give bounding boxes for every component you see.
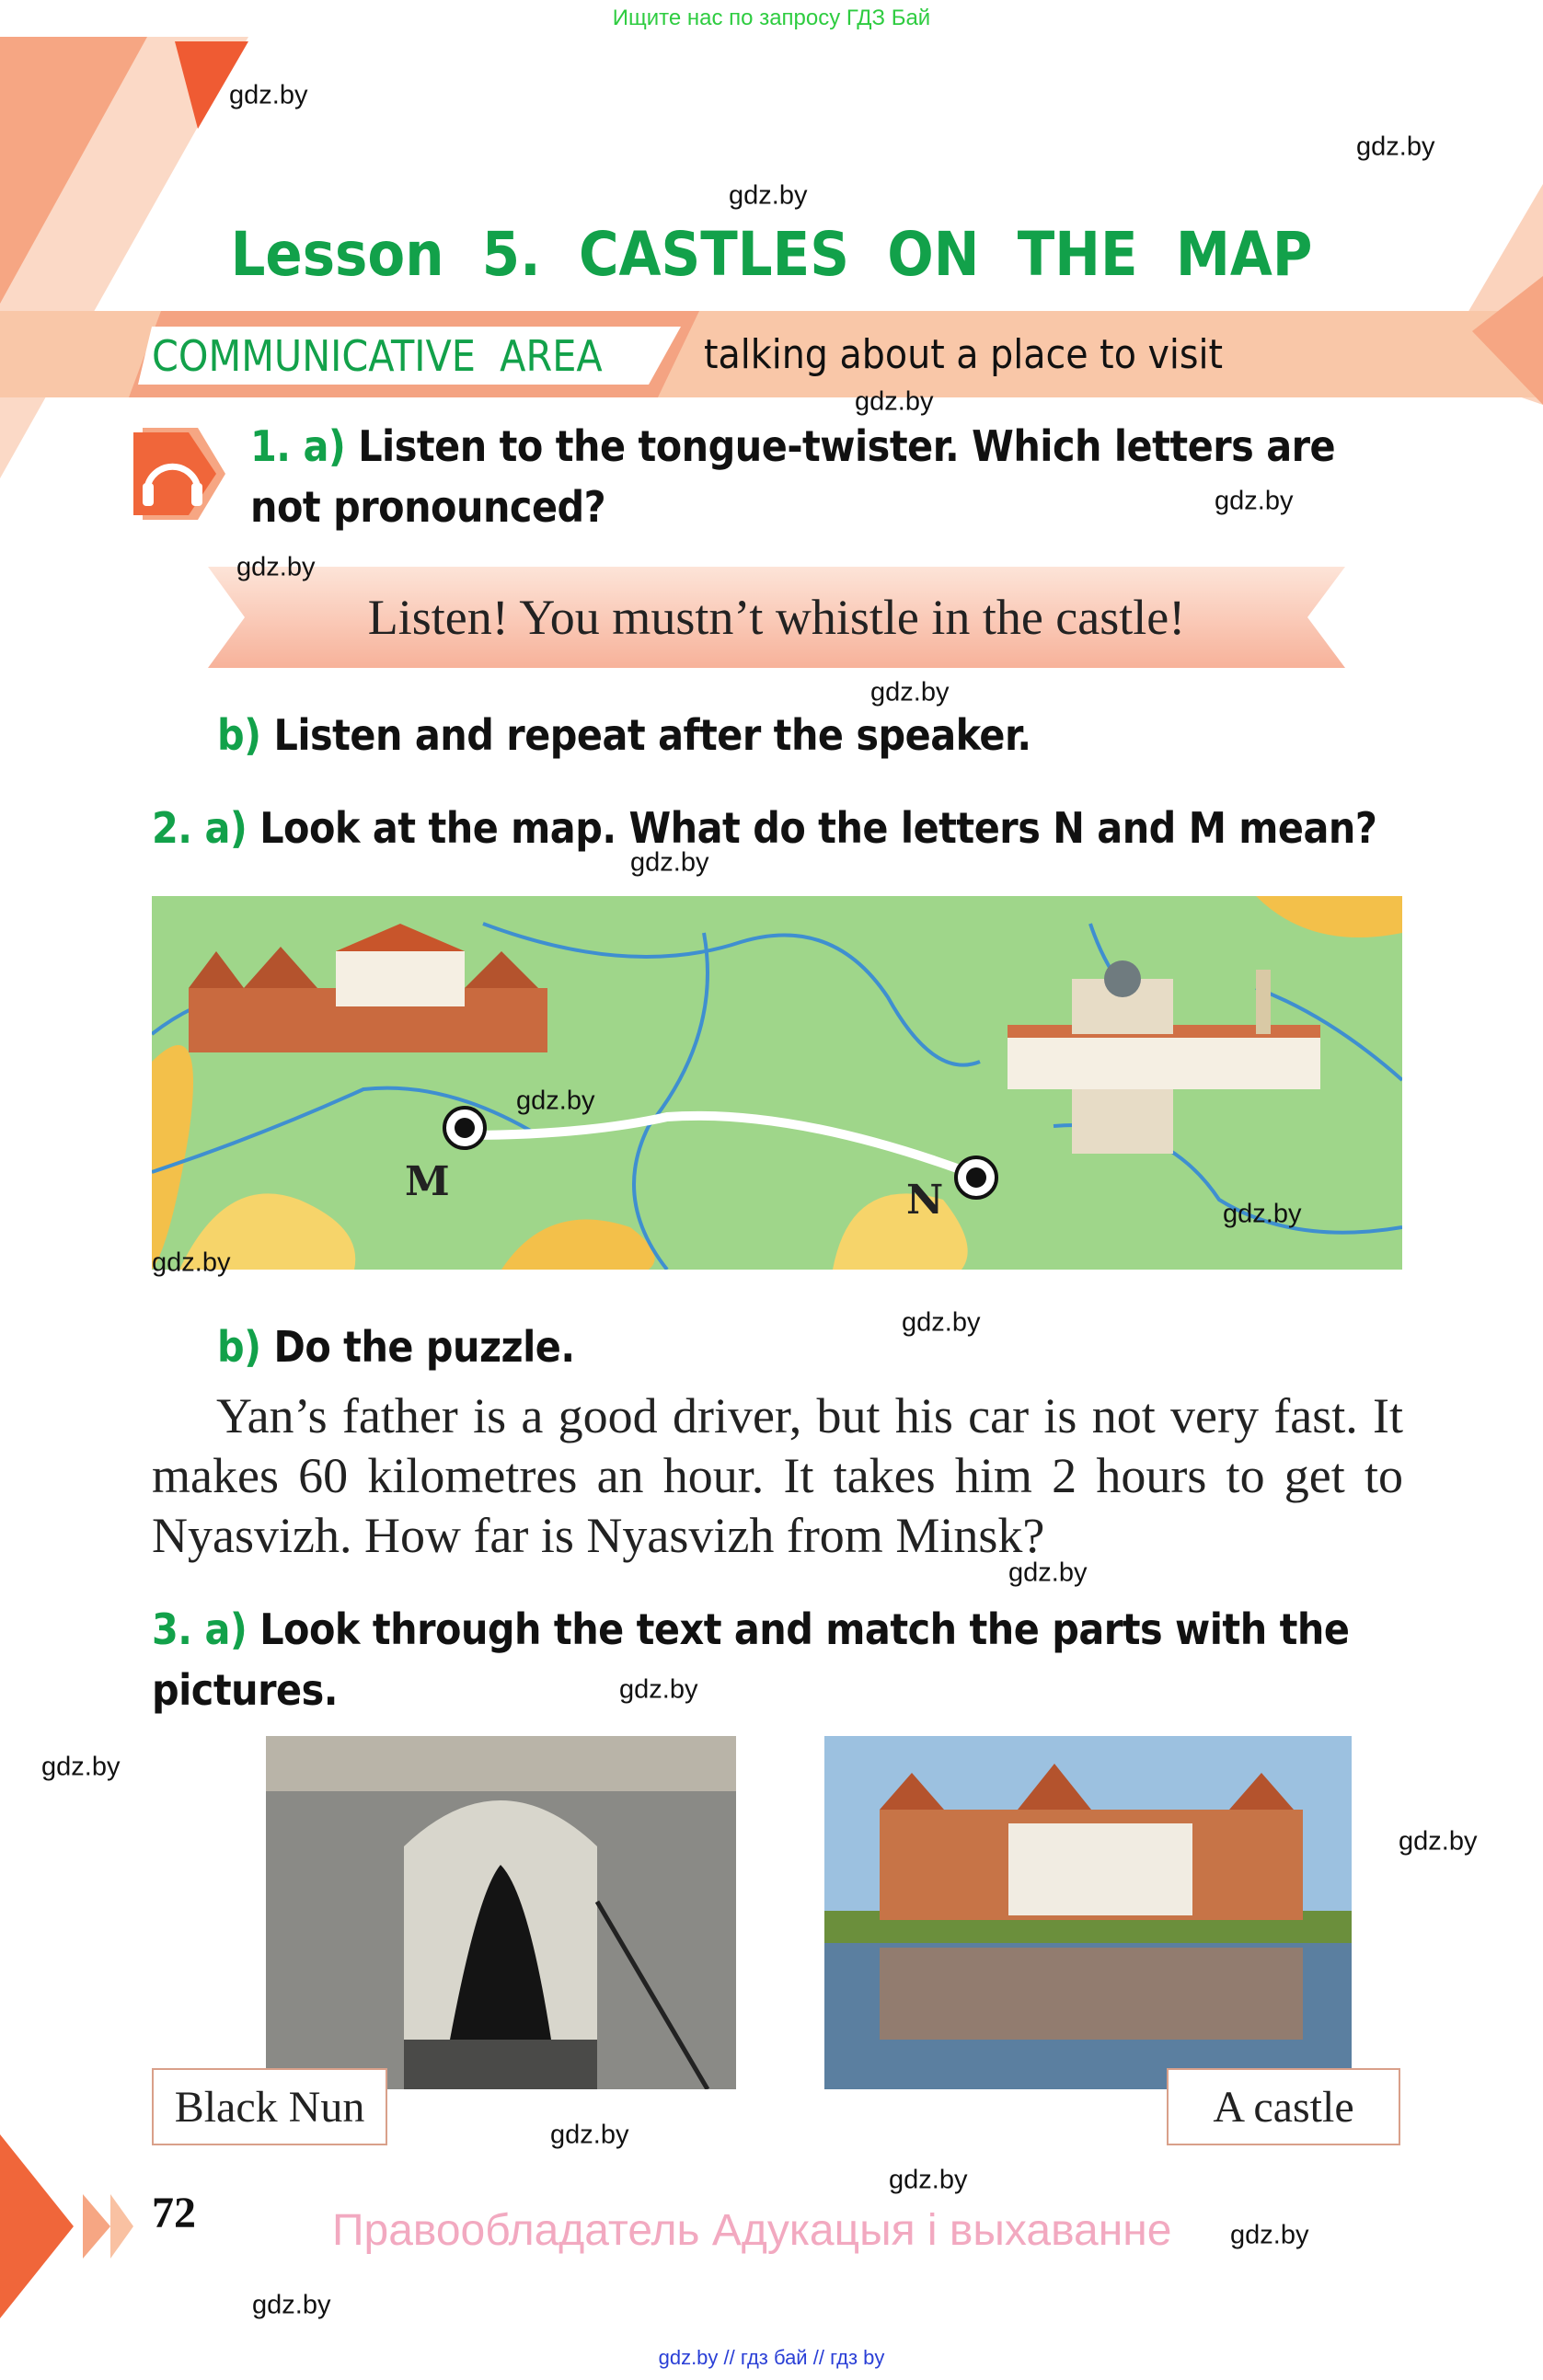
footer-link-gdz-by[interactable]: gdz.by bbox=[658, 2346, 719, 2369]
watermark: gdz.by bbox=[252, 2290, 331, 2320]
watermark: gdz.by bbox=[152, 1247, 231, 1278]
watermark: gdz.by bbox=[619, 1674, 698, 1705]
page-number: 72 bbox=[152, 2189, 196, 2237]
exercise-1b bbox=[217, 705, 1031, 765]
castles-map bbox=[152, 896, 1402, 1270]
copyright-notice: Правообладатель Адукацыя і выхаванне bbox=[332, 2206, 1172, 2255]
watermark: gdz.by bbox=[1223, 1199, 1302, 1229]
communicative-area-label: COMMUNICATIVE AREA bbox=[152, 331, 603, 381]
black-nun-photo bbox=[266, 1736, 736, 2089]
watermark: gdz.by bbox=[516, 1086, 595, 1116]
watermark: gdz.by bbox=[236, 552, 316, 582]
watermark: gdz.by bbox=[1008, 1558, 1088, 1588]
exercise-3a-line2: pictures. bbox=[152, 1665, 338, 1715]
part-label: a) bbox=[204, 803, 248, 853]
part-label: a) bbox=[204, 1604, 248, 1654]
footer-links bbox=[0, 2346, 1543, 2370]
instruction-text: Look at the map. What do the letters N and M mean? bbox=[259, 803, 1377, 853]
instruction-text: Listen and repeat after the speaker. bbox=[273, 710, 1031, 760]
exercise-number: 2. bbox=[152, 803, 192, 853]
watermark: gdz.by bbox=[550, 2120, 629, 2150]
watermark: gdz.by bbox=[1356, 132, 1435, 162]
tongue-twister: Listen! You mustn’t whistle in the castle! bbox=[367, 590, 1186, 645]
exercise-3a bbox=[152, 1599, 1349, 1660]
watermark: gdz.by bbox=[1215, 486, 1294, 516]
label-black-nun[interactable]: Black Nun bbox=[152, 2068, 387, 2145]
footer-link-gdz-by-cyr[interactable]: гдз by bbox=[830, 2346, 885, 2369]
exercise-1a bbox=[250, 416, 1335, 477]
footer-separator: // bbox=[812, 2346, 824, 2369]
watermark: gdz.by bbox=[630, 847, 709, 878]
footer-link-gdz-bai[interactable]: гдз бай bbox=[740, 2346, 808, 2369]
watermark: gdz.by bbox=[1230, 2220, 1309, 2250]
watermark: gdz.by bbox=[729, 180, 808, 211]
part-label: b) bbox=[217, 710, 261, 760]
map-marker-m bbox=[444, 1108, 485, 1148]
map-label-n: N bbox=[906, 1177, 944, 1224]
exercise-2a bbox=[152, 798, 1376, 858]
watermark: gdz.by bbox=[229, 80, 308, 110]
map-marker-n bbox=[956, 1157, 996, 1198]
band-topic: talking about a place to visit bbox=[704, 331, 1224, 378]
page-title: Lesson 5. CASTLES ON THE MAP bbox=[230, 219, 1313, 290]
exercise-2b bbox=[217, 1316, 575, 1377]
footer-separator: // bbox=[723, 2346, 735, 2369]
map-label-m: M bbox=[405, 1158, 450, 1205]
exercise-number: 1. bbox=[250, 421, 291, 471]
audio-headphones-icon[interactable] bbox=[115, 423, 230, 524]
watermark: gdz.by bbox=[41, 1752, 121, 1782]
instruction-text: Do the puzzle. bbox=[273, 1322, 575, 1372]
instruction-text: Look through the text and match the parts with the bbox=[259, 1604, 1350, 1654]
mir-castle-photo bbox=[824, 1736, 1352, 2089]
exercise-number: 3. bbox=[152, 1604, 192, 1654]
watermark: gdz.by bbox=[889, 2165, 968, 2195]
label-a-castle[interactable]: A castle bbox=[1167, 2068, 1400, 2145]
part-label: b) bbox=[217, 1322, 261, 1372]
watermark: gdz.by bbox=[870, 677, 950, 707]
top-banner[interactable]: Ищите нас по запросу ГДЗ Бай bbox=[612, 6, 931, 30]
watermark: gdz.by bbox=[855, 386, 934, 417]
watermark: gdz.by bbox=[902, 1307, 981, 1338]
instruction-text: Listen to the tongue-twister. Which letters are bbox=[358, 421, 1336, 471]
part-label: a) bbox=[303, 421, 346, 471]
puzzle-text: Yan’s father is a good driver, but his car is not very fast. It makes 60 kilometres an hour. It takes him 2 hours to get to Nyasvizh. How far is Nyasvizh from Minsk? bbox=[152, 1388, 1403, 1563]
watermark: gdz.by bbox=[1399, 1826, 1478, 1857]
exercise-1a-line2: not pronounced? bbox=[250, 482, 606, 532]
